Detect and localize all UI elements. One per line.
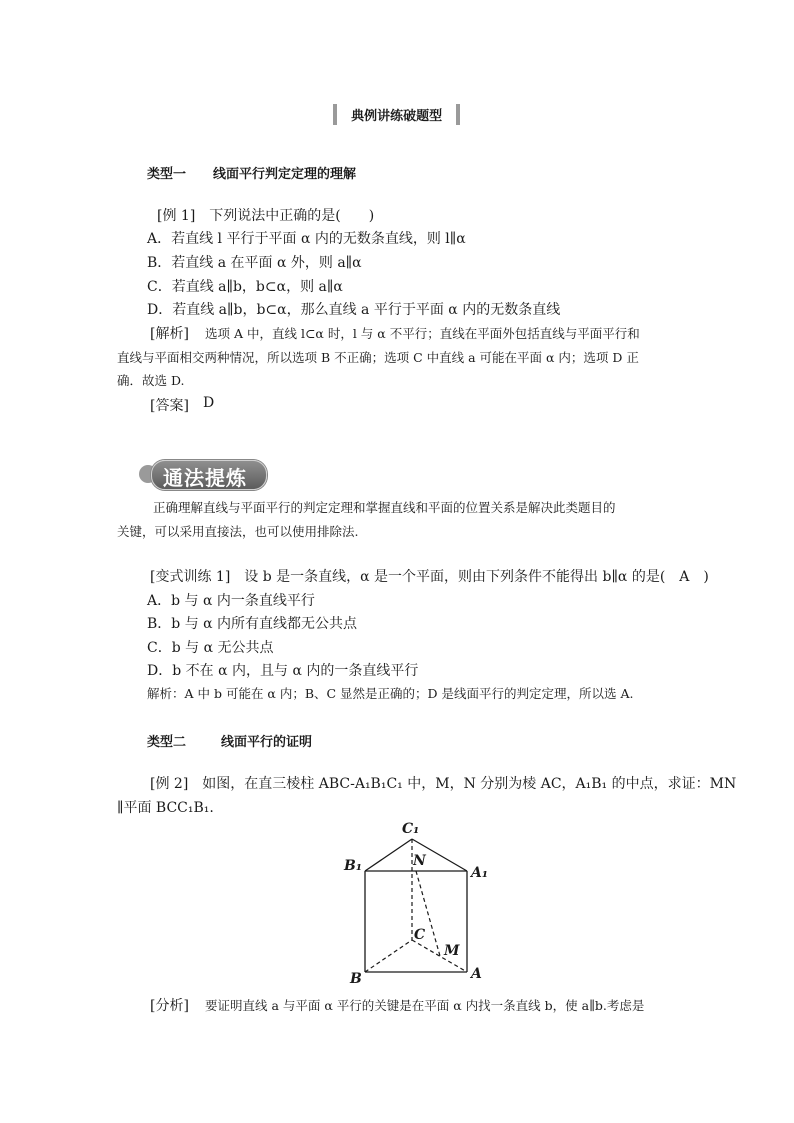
type1-label: 类型一 xyxy=(147,167,187,182)
label-a: A xyxy=(471,966,482,982)
label-a1: A₁ xyxy=(471,865,488,881)
label-c: C xyxy=(414,927,426,943)
section-title-bar xyxy=(333,104,460,128)
example2-line1: [例 2] 如图，在直三棱柱 ABC-A₁B₁C₁ 中，M，N 分别为棱 AC，A₁B₁ 的中点，求证：MN xyxy=(150,776,737,792)
title-bar-left xyxy=(333,104,337,125)
prism-figure xyxy=(330,815,500,987)
variant1-heading: [变式训练 1] 设 b 是一条直线，α 是一个平面，则由下列条件不能得出 b∥α 的是( A ) xyxy=(150,569,709,585)
label-m: M xyxy=(444,943,460,959)
edge-b1-c1 xyxy=(365,839,412,871)
analysis1-line2: 直线与平面相交两种情况，所以选项 B 不正确；选项 C 中直线 a 可能在平面 α 内；选项 D 正 xyxy=(117,350,639,365)
variant1-option-b: B．b 与 α 内所有直线都无公共点 xyxy=(147,616,358,632)
analysis1-line3: 确．故选 D. xyxy=(117,373,185,388)
answer1-value: D xyxy=(203,395,215,411)
variant1-option-a: A．b 与 α 内一条直线平行 xyxy=(147,593,315,609)
edge-b-c xyxy=(365,940,412,972)
example1-option-c: C．若直线 a∥b，b⊂α，则 a∥α xyxy=(147,279,343,295)
label-c1: C₁ xyxy=(402,821,420,837)
analysis1-line1: 选项 A 中，直线 l⊂α 时，l 与 α 不平行；直线在平面外包括直线与平面平行和 xyxy=(205,326,640,341)
analysis2-text: 要证明直线 a 与平面 α 平行的关键是在平面 α 内找一条直线 b，使 a∥b.考虑是 xyxy=(205,998,645,1013)
variant1-option-c: C．b 与 α 无公共点 xyxy=(147,640,274,656)
method-line2: 关键，可以采用直接法，也可以使用排除法. xyxy=(117,524,359,539)
label-n: N xyxy=(413,853,426,869)
variant1-option-d: D．b 不在 α 内，且与 α 内的一条直线平行 xyxy=(147,663,419,679)
segment-n-m xyxy=(416,871,440,956)
example1-option-a: A．若直线 l 平行于平面 α 内的无数条直线，则 l∥α xyxy=(147,231,466,247)
example2-line2: ∥平面 BCC₁B₁. xyxy=(117,800,214,816)
type2-label: 类型二 xyxy=(147,735,187,750)
answer1-label: [答案] xyxy=(150,398,189,414)
example1-option-d: D．若直线 a∥b，b⊂α，那么直线 a 平行于平面 α 内的无数条直线 xyxy=(147,302,561,318)
variant1-analysis: 解析：A 中 b 可能在 α 内；B、C 显然是正确的；D 是线面平行的判定定理，所以选 A. xyxy=(147,686,634,701)
method-banner-text: 通法提炼 xyxy=(163,466,247,490)
analysis2-label: [分析] xyxy=(150,998,189,1014)
title-bar-right xyxy=(456,104,460,125)
section-title: 典例讲练破题型 xyxy=(351,109,443,124)
analysis1-label: [解析] xyxy=(150,326,189,342)
example1-heading: [例 1] 下列说法中正确的是( ) xyxy=(157,208,375,224)
example1-option-b: B．若直线 a 在平面 α 外，则 a∥α xyxy=(147,255,362,271)
type1-title: 线面平行判定定理的理解 xyxy=(213,167,357,182)
type2-title: 线面平行的证明 xyxy=(221,735,313,750)
label-b: B xyxy=(350,971,362,987)
label-b1: B₁ xyxy=(344,858,362,874)
method-line1: 正确理解直线与平面平行的判定定理和掌握直线和平面的位置关系是解决此类题目的 xyxy=(153,500,616,515)
method-banner xyxy=(131,457,267,491)
